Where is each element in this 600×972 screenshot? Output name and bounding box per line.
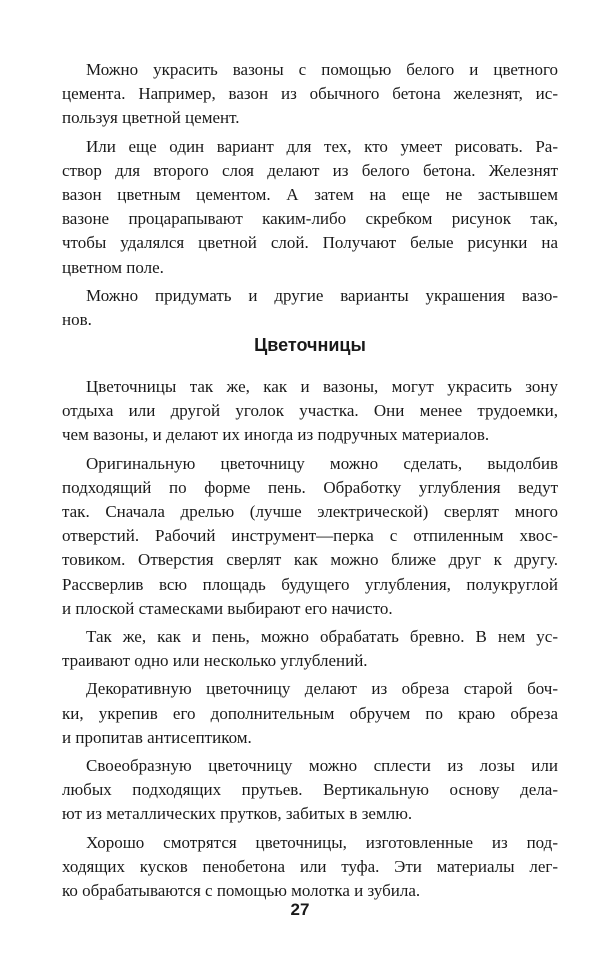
text-block-flowerbeds	[62, 375, 558, 903]
text-line: так. Сначала дрелью (лучше электрической) сверлят много	[62, 502, 558, 522]
paragraph	[62, 135, 558, 280]
text-line: чтобы удалялся цветной слой. Получают белые рисунки на	[62, 233, 558, 253]
paragraph	[62, 831, 558, 904]
text-line: створ для второго слоя делают из белого бетона. Железнят	[62, 160, 558, 180]
text-line: Или еще один вариант для тех, кто умеет рисовать. Ра-	[86, 136, 558, 156]
text-line: ют из металлических прутков, забитых в землю.	[62, 804, 413, 824]
text-line: Оригинальную цветочницу можно сделать, выдолбив	[86, 453, 558, 473]
text-line: отдыха или другой уголок участка. Они менее трудоемки,	[62, 401, 558, 421]
paragraph	[62, 625, 558, 673]
paragraph	[62, 677, 558, 750]
text-line: Своеобразную цветочницу можно сплести из лозы или	[86, 756, 558, 776]
text-line: траивают одно или несколько углублений.	[62, 651, 368, 671]
text-line: Можно украсить вазоны с помощью белого и цветного	[86, 60, 558, 79]
text-line: любых подходящих прутьев. Вертикальную основу дела-	[62, 780, 558, 800]
text-line: ки, укрепив его дополнительным обручем по краю обреза	[62, 703, 558, 723]
text-line: ходящих кусков пенобетона или туфа. Эти материалы лег-	[62, 856, 558, 876]
paragraph	[62, 754, 558, 827]
text-block-vases	[62, 58, 558, 332]
text-line: цемента. Например, вазон из обычного бетона железнят, ис-	[62, 84, 558, 104]
paragraph	[62, 284, 558, 332]
text-line: чем вазоны, и делают их иногда из подручных материалов.	[62, 425, 490, 445]
page-number: 27	[290, 900, 310, 919]
text-line: вазон цветным цементом. А затем на еще не застывшем	[62, 185, 558, 205]
text-line: ко обрабатываются с помощью молотка и зубила.	[62, 881, 421, 901]
text-line: отверстий. Рабочий инструмент—перка с отпиленным хвос-	[62, 526, 558, 546]
paragraph	[62, 452, 558, 621]
section-heading: Цветочницы	[254, 335, 366, 355]
text-line: пользуя цветной цемент.	[62, 108, 240, 128]
text-line: цветном поле.	[62, 257, 164, 277]
text-line: Рассверлив всю площадь будущего углубления, полукруглой	[62, 574, 558, 594]
text-line: подходящий по форме пень. Обработку углубления ведут	[62, 477, 558, 497]
text-line: товиком. Отверстия сверлят как можно ближе друг к другу.	[62, 550, 558, 570]
text-line: вазоне процарапывают каким-либо скребком рисунок так,	[62, 209, 558, 229]
text-line: Цветочницы так же, как и вазоны, могут украсить зону	[86, 377, 558, 396]
paragraph	[62, 58, 558, 131]
text-line: и пропитав антисептиком.	[62, 727, 252, 747]
paragraph	[62, 375, 558, 448]
text-line: Декоративную цветочницу делают из обреза старой боч-	[86, 679, 558, 699]
text-line: и плоской стамесками выбирают его начисто.	[62, 598, 393, 618]
text-line: нов.	[62, 310, 92, 330]
text-line: Так же, как и пень, можно обрабатать бревно. В нем ус-	[86, 627, 558, 647]
text-line: Можно придумать и другие варианты украшения вазо-	[86, 285, 558, 305]
text-line: Хорошо смотрятся цветочницы, изготовленные из под-	[86, 832, 558, 852]
